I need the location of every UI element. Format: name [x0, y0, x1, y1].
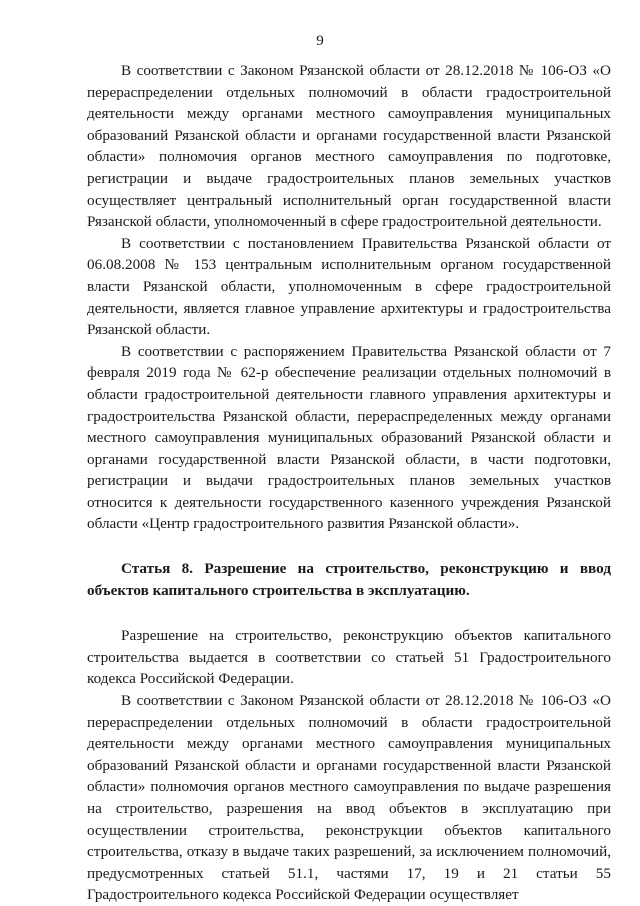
paragraph-order-62-r: В соответствии с распоряжением Правительства Рязанской области от 7 февраля 2019 года № 62-р обеспечение реализации отдельных полномочий в области градостроительной деятельности главного управления архитектуры и градостроительства Рязанской области, перераспределенных между органами местного самоуправления муниципальных образований Рязанской области и органами государственной власти Рязанской области, в части подготовки, регистрации и выдачи градостроительных планов земельных участков относится к деятельности государственного казенного учреждения Рязанской области «Центр градостроительного развития Рязанской области».: [87, 342, 611, 533]
spacer: [87, 535, 611, 558]
article-8-heading: Статья 8. Разрешение на строительство, реконструкцию и ввод объектов капитального строительства в эксплуатацию.: [87, 560, 611, 599]
paragraph-building-permit: Разрешение на строительство, реконструкцию объектов капитального строительства выдается в соответствии со статьей 51 Градостроительного кодекса Российской Федерации.: [87, 627, 611, 688]
spacer: [87, 601, 611, 625]
paragraph-law-106-oz-permits: В соответствии с Законом Рязанской области от 28.12.2018 № 106-ОЗ «О перераспределении отдельных полномочий в области градостроительной деятельности между органами местного самоуправления муниципальных образований Рязанской области и органами государственной власти Рязанской области» полномочия органов местного самоуправления по выдаче разрешения на строительство, разрешения на ввод объектов в эксплуатацию при осуществлении строительства, реконструкции объектов капитального строительства, отказу в выдаче таких разрешений, за исключением полномочий, предусмотренных статьей 51.1, частями 17, 19 и 21 статьи 55 Градостроительного кодекса Российской Федерации осуществляет: [87, 692, 611, 904]
paragraph-law-106-oz-gpzu: В соответствии с Законом Рязанской области от 28.12.2018 № 106-ОЗ «О перераспределении отдельных полномочий в области градостроительной деятельности между органами местного самоуправления муниципальных образований Рязанской области и органами государственной власти Рязанской области» полномочия органов местного самоуправления по подготовке, регистрации и выдаче градостроительных планов земельных участков осуществляет центральный исполнительный орган государственной власти Рязанской области, уполномоченный в сфере градостроительной деятельности.: [87, 62, 611, 231]
page-content: [87, 60, 611, 906]
paragraph-resolution-153: В соответствии с постановлением Правительства Рязанской области от 06.08.2008 № 153 центральным исполнительным органом государственной власти Рязанской области, уполномоченным в сфере градостроительной деятельности, является главное управление архитектуры и градостроительства Рязанской области.: [87, 234, 611, 339]
page-number: 9: [316, 33, 324, 49]
